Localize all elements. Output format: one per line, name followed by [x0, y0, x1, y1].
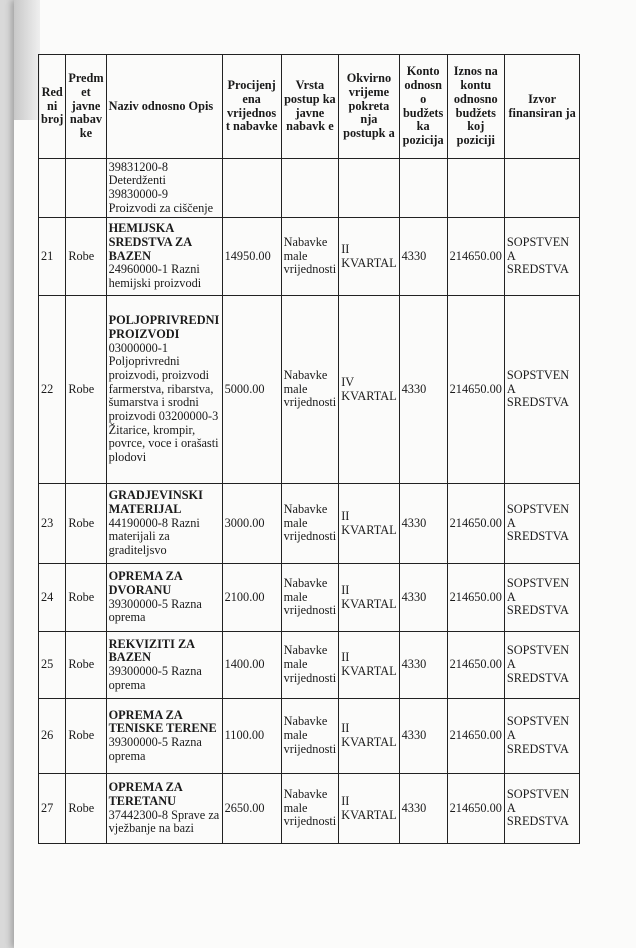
row-desc: 03000000-1 Poljoprivredni proizvodi, proizvodi farmerstva, ribarstva, šumarstva i srodni proizvodi 03200000-3 Žitarice, krompir, povrce, voce i orašasti plodovi	[108, 340, 219, 465]
continuation-desc	[106, 159, 222, 218]
row-vrsta: Nabavke male vrijednosti	[281, 484, 339, 564]
row-desc: 37442300-8 Sprave za vježbanje na bazi	[108, 807, 220, 836]
row-izvor: SOPSTVENA SREDSTVA	[504, 774, 579, 844]
cell-empty	[281, 159, 339, 218]
table-header-row	[39, 55, 580, 159]
row-value: 1100.00	[222, 699, 281, 774]
row-title: OPREMA ZA TENISKE TERENE	[108, 707, 217, 736]
row-okvirno: II KVARTAL	[339, 484, 399, 564]
row-number: 23	[39, 484, 66, 564]
cell-empty	[339, 159, 399, 218]
row-konto: 4330	[399, 484, 447, 564]
continuation-line: 39830000-9	[108, 187, 169, 201]
row-izvor: SOPSTVENA SREDSTVA	[504, 296, 579, 484]
row-predmet: Robe	[66, 484, 106, 564]
header-konto: Konto odnosn o budžets ka pozicija	[399, 55, 447, 159]
cell-empty	[66, 159, 106, 218]
row-okvirno: II KVARTAL	[339, 699, 399, 774]
table-row	[39, 484, 580, 564]
row-okvirno: IV KVARTAL	[339, 296, 399, 484]
row-desc: 39300000-5 Razna oprema	[108, 735, 202, 763]
row-naziv	[106, 218, 222, 296]
header-izvor: Izvor finansiran ja	[504, 55, 579, 159]
row-izvor: SOPSTVENA SREDSTVA	[504, 218, 579, 296]
cell-empty	[39, 159, 66, 218]
row-okvirno: II KVARTAL	[339, 632, 399, 699]
row-predmet: Robe	[66, 296, 106, 484]
row-konto: 4330	[399, 564, 447, 632]
row-iznos: 214650.00	[447, 774, 504, 844]
row-vrsta: Nabavke male vrijednosti	[281, 218, 339, 296]
row-naziv	[106, 774, 222, 844]
row-value: 2650.00	[222, 774, 281, 844]
row-vrsta: Nabavke male vrijednosti	[281, 632, 339, 699]
row-desc: 44190000-8 Razni materijali za graditeljsvo	[108, 515, 200, 558]
document-page	[14, 0, 636, 948]
row-predmet: Robe	[66, 564, 106, 632]
table-row	[39, 632, 580, 699]
row-title: OPREMA ZA TERETANU	[108, 780, 183, 808]
cell-empty	[222, 159, 281, 218]
row-naziv	[106, 484, 222, 564]
row-desc: 39300000-5 Razna oprema	[108, 596, 202, 625]
continuation-line: 39831200-8	[108, 159, 169, 174]
row-number: 21	[39, 218, 66, 296]
row-predmet: Robe	[66, 774, 106, 844]
row-konto: 4330	[399, 774, 447, 844]
row-iznos: 214650.00	[447, 484, 504, 564]
continuation-line: Deterdženti	[108, 173, 166, 188]
row-title: OPREMA ZA DVORANU	[108, 569, 183, 597]
row-vrsta: Nabavke male vrijednosti	[281, 564, 339, 632]
row-value: 3000.00	[222, 484, 281, 564]
row-predmet: Robe	[66, 699, 106, 774]
row-vrsta: Nabavke male vrijednosti	[281, 296, 339, 484]
row-title: GRADJEVINSKI MATERIJAL	[108, 488, 203, 516]
row-title: POLJOPRIVREDNI PROIZVODI	[108, 313, 220, 341]
table-row	[39, 699, 580, 774]
row-number: 26	[39, 699, 66, 774]
cell-empty	[504, 159, 579, 218]
row-iznos: 214650.00	[447, 632, 504, 699]
header-vrsta: Vrsta postup ka javne nabavk e	[281, 55, 339, 159]
row-konto: 4330	[399, 699, 447, 774]
row-naziv	[106, 296, 222, 484]
header-red-broj: Red ni broj	[39, 55, 66, 159]
row-naziv	[106, 632, 222, 699]
row-izvor: SOPSTVENA SREDSTVA	[504, 699, 579, 774]
row-naziv	[106, 564, 222, 632]
row-konto: 4330	[399, 632, 447, 699]
row-iznos: 214650.00	[447, 296, 504, 484]
row-desc: 39300000-5 Razna oprema	[108, 664, 202, 692]
row-okvirno: II KVARTAL	[339, 218, 399, 296]
procurement-plan-table	[38, 54, 580, 844]
row-izvor: SOPSTVENA SREDSTVA	[504, 632, 579, 699]
row-izvor: SOPSTVENA SREDSTVA	[504, 484, 579, 564]
row-iznos: 214650.00	[447, 218, 504, 296]
row-konto: 4330	[399, 218, 447, 296]
row-predmet: Robe	[66, 632, 106, 699]
row-predmet: Robe	[66, 218, 106, 296]
row-vrsta: Nabavke male vrijednosti	[281, 774, 339, 844]
header-naziv: Naziv odnosno Opis	[106, 55, 222, 159]
row-naziv	[106, 699, 222, 774]
page-fold-shadow	[14, 0, 40, 120]
row-number: 27	[39, 774, 66, 844]
row-desc: 24960000-1 Razni hemijski proizvodi	[108, 262, 202, 291]
header-procijenjena: Procijenj ena vrijednos t nabavke	[222, 55, 281, 159]
row-title: HEMIJSKA SREDSTVA ZA BAZEN	[108, 221, 192, 263]
row-number: 24	[39, 564, 66, 632]
row-number: 22	[39, 296, 66, 484]
header-predmet: Predm et javne nabav ke	[66, 55, 106, 159]
row-value: 2100.00	[222, 564, 281, 632]
row-konto: 4330	[399, 296, 447, 484]
header-okvirno: Okvirno vrijeme pokreta nja postupk a	[339, 55, 399, 159]
row-iznos: 214650.00	[447, 564, 504, 632]
row-number: 25	[39, 632, 66, 699]
table-row-continuation	[39, 159, 580, 218]
cell-empty	[447, 159, 504, 218]
table-row	[39, 774, 580, 844]
continuation-line: Proizvodi za ciščenje	[108, 200, 214, 215]
row-value: 14950.00	[222, 218, 281, 296]
row-okvirno: II KVARTAL	[339, 564, 399, 632]
table-row	[39, 296, 580, 484]
row-iznos: 214650.00	[447, 699, 504, 774]
header-iznos: Iznos na kontu odnosno budžets koj poziciji	[447, 55, 504, 159]
row-value: 5000.00	[222, 296, 281, 484]
row-vrsta: Nabavke male vrijednosti	[281, 699, 339, 774]
row-okvirno: II KVARTAL	[339, 774, 399, 844]
cell-empty	[399, 159, 447, 218]
row-izvor: SOPSTVENA SREDSTVA	[504, 564, 579, 632]
table-row	[39, 564, 580, 632]
row-title: REKVIZITI ZA BAZEN	[108, 636, 195, 665]
table-row	[39, 218, 580, 296]
row-value: 1400.00	[222, 632, 281, 699]
